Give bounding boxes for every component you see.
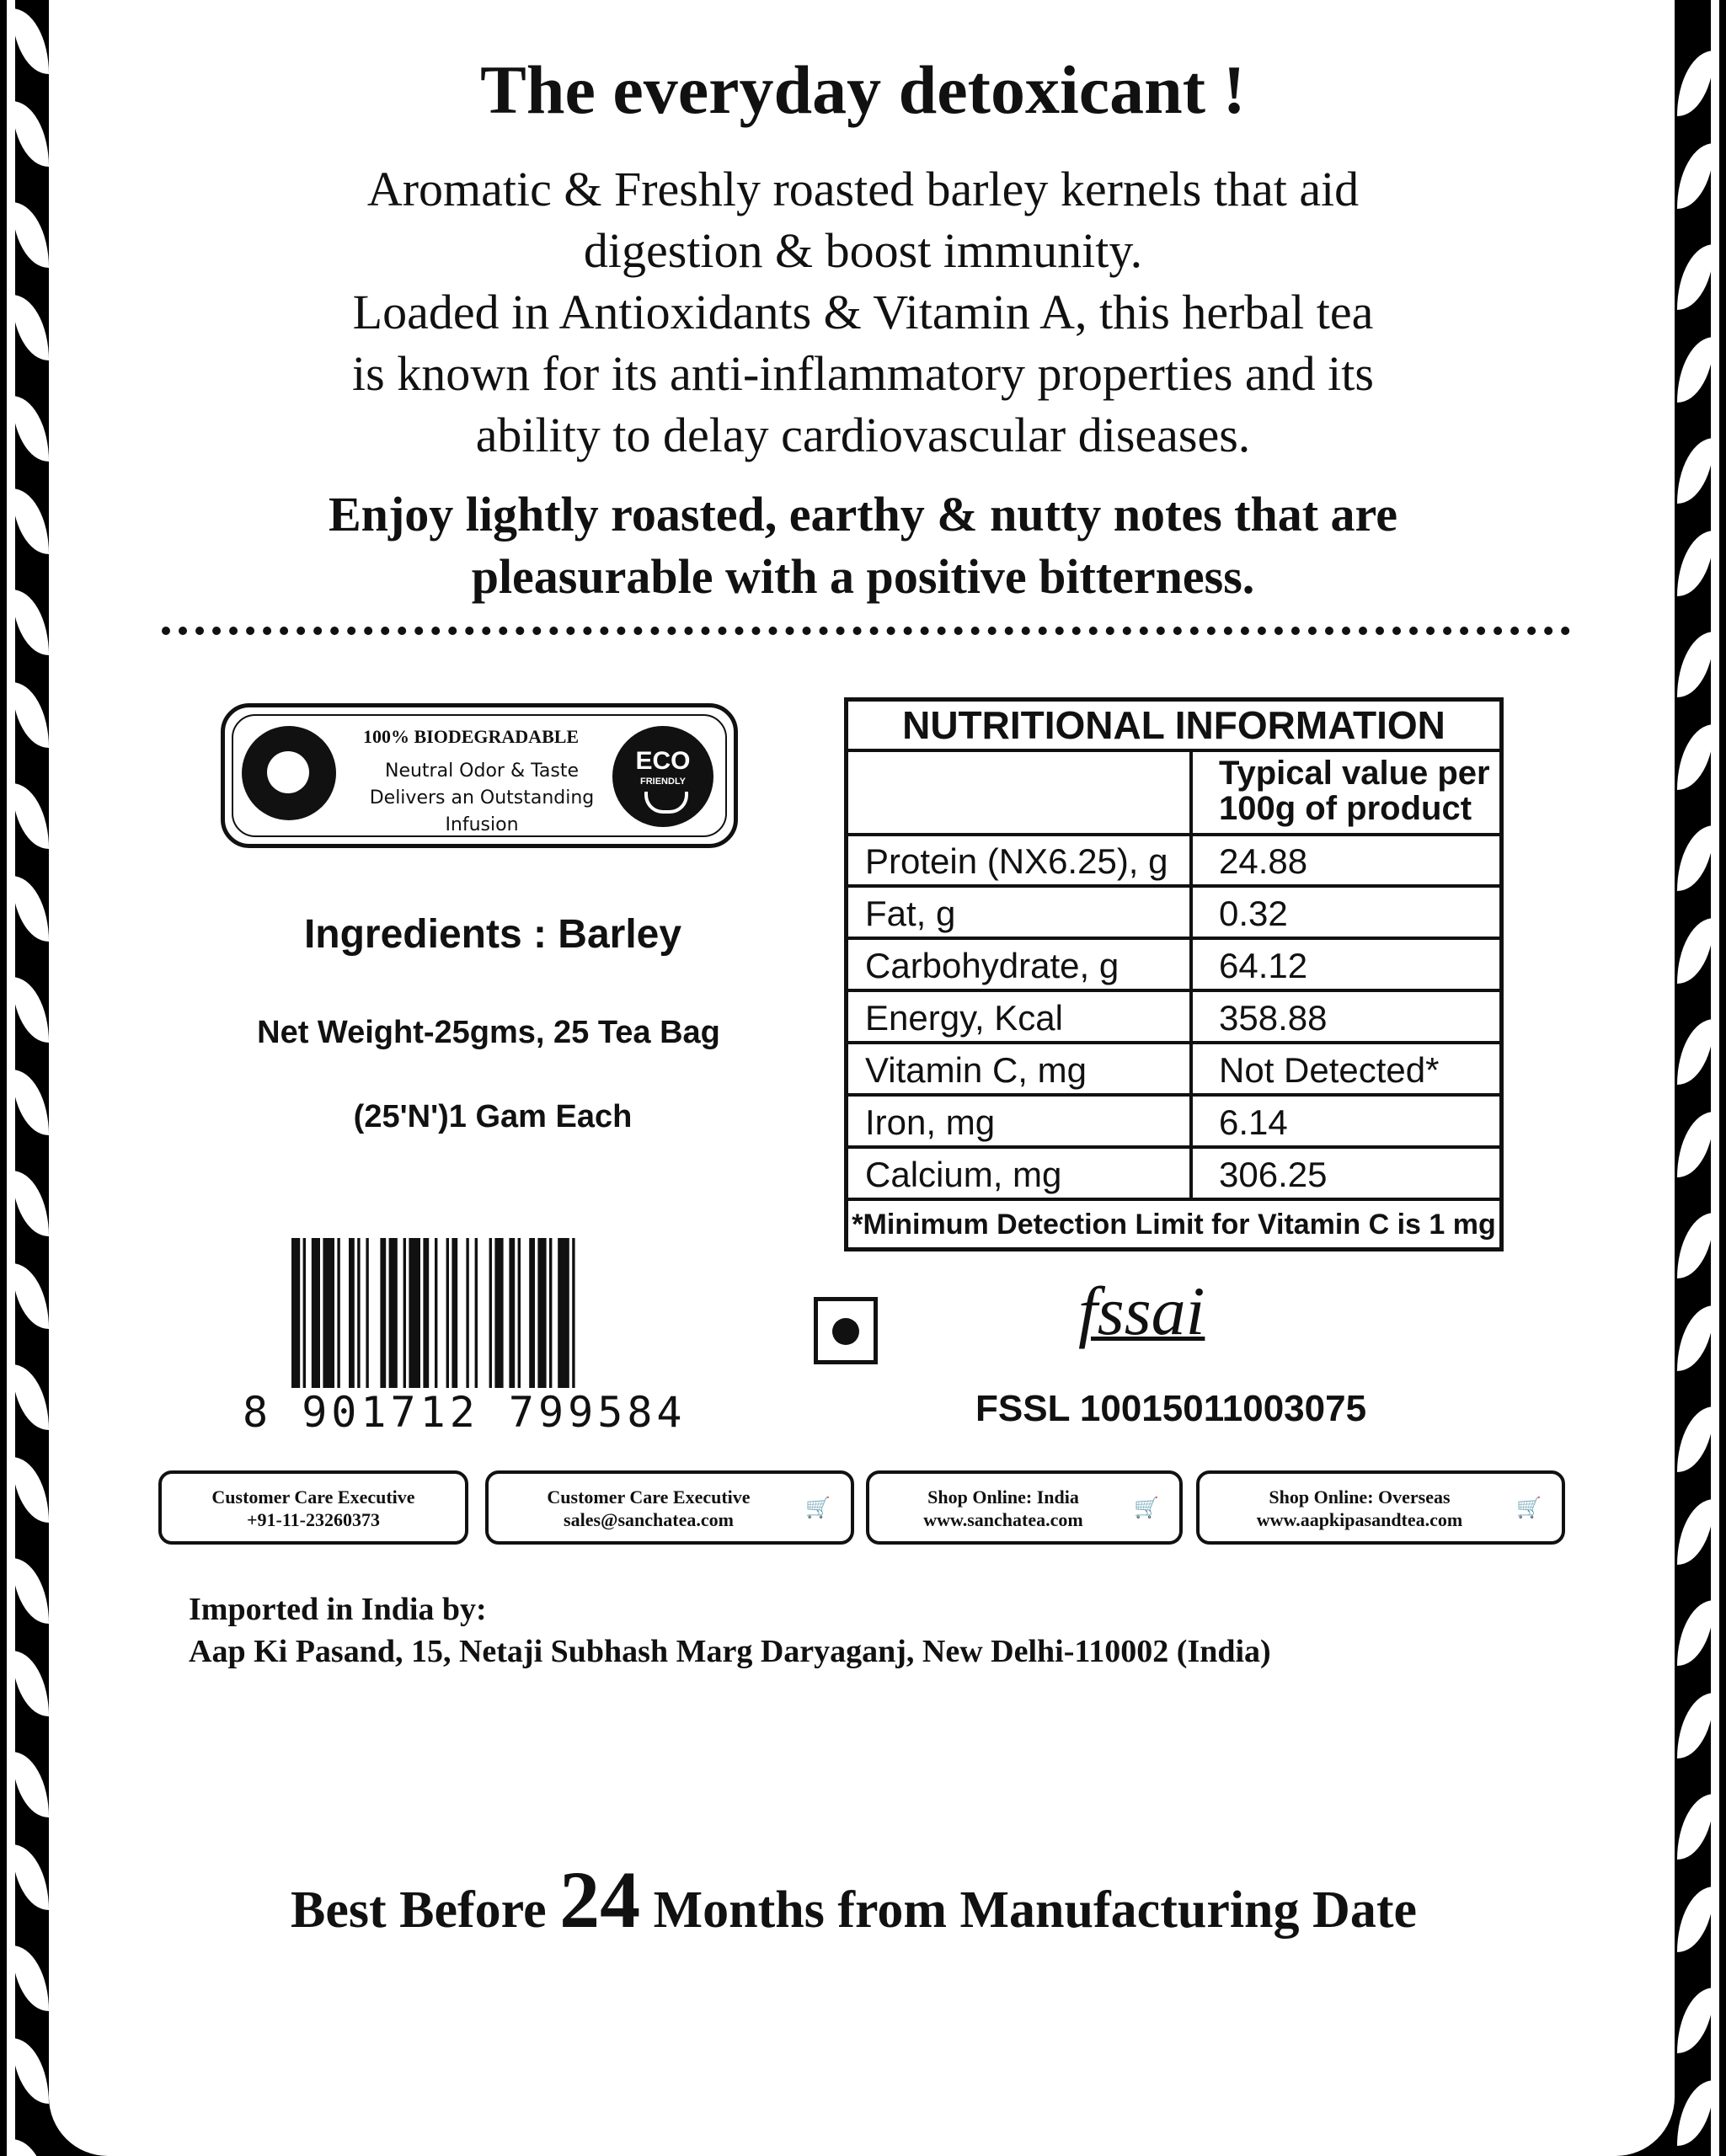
wheat-leaf-icon (12, 1844, 49, 1910)
contact-box-phone[interactable]: Customer Care Executive +91-11-23260373 (158, 1470, 468, 1545)
nutrition-row: Iron, mg 6.14 (848, 1094, 1499, 1149)
wheat-leaf-icon (1677, 1499, 1714, 1565)
cart-icon: 🛒 (1516, 1497, 1542, 1519)
cart-icon: 🛒 (1134, 1497, 1159, 1519)
wheat-leaf-icon (1677, 2080, 1714, 2146)
wheat-leaf-icon (1677, 1886, 1714, 1952)
importer-label: Imported in India by: (189, 1592, 487, 1627)
description-line: Loaded in Antioxidants & Vitamin A, this herbal tea (352, 285, 1374, 339)
wheat-leaf-icon (12, 1752, 49, 1817)
importer-info (189, 1588, 1271, 1673)
tea-bag-icon (242, 726, 336, 820)
contact-box-email[interactable]: Customer Care Executive sales@sanchatea.com 🛒 (485, 1470, 854, 1545)
nutrition-row: Fat, g 0.32 (848, 885, 1499, 940)
description-line: is known for its anti-inflammatory properties and its (352, 346, 1374, 401)
nutrition-row: Calcium, mg 306.25 (848, 1146, 1499, 1201)
fssai-logo: fssai (1078, 1273, 1205, 1349)
wheat-leaf-icon (12, 1263, 49, 1329)
wheat-leaf-icon (12, 1457, 49, 1523)
wheat-leaf-icon (1677, 1305, 1714, 1371)
wheat-leaf-icon (12, 682, 49, 748)
wheat-leaf-icon (1677, 1988, 1714, 2053)
wheat-leaf-icon (12, 1364, 49, 1430)
wheat-leaf-icon (1677, 825, 1714, 891)
nutrition-header-row (848, 750, 1499, 836)
wheat-leaf-icon (12, 876, 49, 942)
wheat-leaf-icon (12, 1558, 49, 1624)
wheat-leaf-icon (12, 783, 49, 849)
tasting-line: pleasurable with a positive bitterness. (471, 549, 1255, 604)
wheat-leaf-icon (1677, 632, 1714, 697)
description-line: digestion & boost immunity. (583, 223, 1143, 278)
nutrition-table (844, 697, 1504, 1251)
contact-box-shop-overseas[interactable]: Shop Online: Overseas www.aapkipasandtea.com 🛒 (1196, 1470, 1565, 1545)
wheat-leaf-icon (12, 1945, 49, 2011)
badge-title: 100% BIODEGRADABLE (363, 726, 580, 747)
description-line: Aromatic & Freshly roasted barley kernels that aid (366, 162, 1360, 216)
wheat-leaf-icon (1677, 1794, 1714, 1860)
barcode-number: 8 901712 799584 (243, 1388, 687, 1437)
nutrition-row: Carbohydrate, g 64.12 (848, 937, 1499, 992)
veg-symbol-icon (814, 1297, 878, 1364)
nutrition-row: Energy, Kcal 358.88 (848, 990, 1499, 1044)
wheat-leaf-icon (1677, 1693, 1714, 1758)
wheat-leaf-icon (1677, 1600, 1714, 1666)
best-before: Best Before 24 Months from Manufacturing Date (291, 1854, 1417, 1945)
dotted-divider (162, 627, 1570, 635)
wheat-leaf-icon (1677, 1213, 1714, 1278)
description (0, 158, 1726, 466)
fssl-number: FSSL 10015011003075 (975, 1388, 1367, 1429)
wheat-leaf-icon (1677, 1019, 1714, 1085)
wheat-leaf-icon (12, 1070, 49, 1135)
eco-friendly-icon: ECO FRIENDLY (612, 726, 713, 827)
biodegradable-badge (221, 703, 738, 848)
wheat-leaf-icon (12, 2139, 49, 2156)
net-weight: Net Weight-25gms, 25 Tea Bag (257, 1015, 720, 1050)
wheat-leaf-icon (1677, 1112, 1714, 1177)
contact-box-shop-india[interactable]: Shop Online: India www.sanchatea.com 🛒 (866, 1470, 1183, 1545)
wheat-leaf-icon (12, 1651, 49, 1716)
nutrition-title: NUTRITIONAL INFORMATION (848, 702, 1499, 752)
importer-address: Aap Ki Pasand, 15, Netaji Subhash Marg Daryaganj, New Delhi-110002 (India) (189, 1634, 1271, 1669)
wheat-leaf-icon (1677, 918, 1714, 984)
tasting-notes (0, 483, 1726, 608)
nutrition-footnote: *Minimum Detection Limit for Vitamin C is 1 mg (852, 1209, 1496, 1241)
wheat-leaf-icon (12, 1171, 49, 1236)
wheat-leaf-icon (12, 977, 49, 1043)
bag-weight: (25'N')1 Gam Each (353, 1099, 633, 1134)
wheat-leaf-icon (12, 2038, 49, 2104)
wheat-leaf-icon (1677, 724, 1714, 790)
nutrition-row: Vitamin C, mg Not Detected* (848, 1042, 1499, 1097)
description-line: ability to delay cardiovascular diseases. (475, 408, 1251, 462)
nutrition-row: Protein (NX6.25), g 24.88 (848, 833, 1499, 888)
badge-text: Neutral Odor & Taste Delivers an Outstanding Infusion (369, 760, 595, 835)
wheat-leaf-icon (1677, 1406, 1714, 1472)
ingredients: Ingredients : Barley (303, 912, 682, 957)
tasting-line: Enjoy lightly roasted, earthy & nutty notes that are (329, 487, 1397, 542)
headline: The everyday detoxicant ! (480, 51, 1246, 128)
value-header: Typical value per 100g of product (1219, 755, 1490, 827)
cart-icon: 🛒 (805, 1497, 831, 1519)
